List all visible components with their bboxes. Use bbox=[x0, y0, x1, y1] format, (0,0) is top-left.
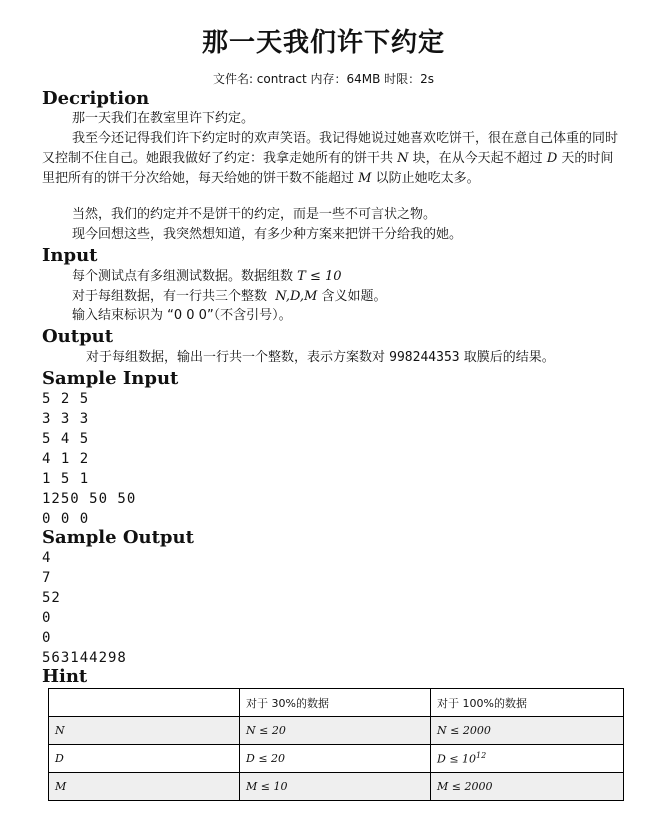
hint-cell: N ≤ 20 bbox=[240, 717, 431, 745]
sample-output-line: 563144298 bbox=[42, 650, 127, 666]
sample-input-heading: Sample Input bbox=[42, 368, 179, 389]
description-text: 天的时间里把所有的饼干分次给她，每天给她的饼干数不能超过 bbox=[42, 151, 614, 186]
sample-input-line: 5 4 5 bbox=[42, 431, 90, 447]
sample-input-line: 4 1 2 bbox=[42, 451, 90, 467]
variable-d: D bbox=[546, 151, 558, 166]
problem-meta: 文件名: contract 内存：64MB 时限：2s bbox=[212, 72, 435, 86]
sample-input-line: 1250 50 50 bbox=[42, 491, 137, 507]
sample-input-line: 1 5 1 bbox=[42, 471, 90, 487]
hint-cell: N bbox=[49, 717, 240, 745]
description-paragraph-2 bbox=[42, 129, 622, 189]
hint-header-cell: 对于 30%的数据 bbox=[240, 689, 431, 717]
page-title: 那一天我们许下约定 bbox=[201, 28, 445, 58]
output-text: 对于每组数据，输出一行共一个整数，表示方案数对 bbox=[86, 350, 386, 365]
variable-n: N bbox=[397, 151, 409, 166]
hint-cell bbox=[431, 745, 624, 773]
hint-cell: D bbox=[49, 745, 240, 773]
input-text: 含义如题。 bbox=[321, 289, 387, 304]
input-line-1 bbox=[42, 267, 622, 287]
sample-output-line: 4 bbox=[42, 550, 52, 566]
variable-m: M bbox=[358, 171, 372, 186]
sample-input-line: 5 2 5 bbox=[42, 391, 90, 407]
description-paragraph-4: 现今回想这些，我突然想知道，有多少种方案来把饼干分给我的她。 bbox=[72, 227, 463, 242]
hint-table-row bbox=[49, 745, 624, 773]
input-line-2 bbox=[42, 287, 622, 307]
sample-output-heading: Sample Output bbox=[42, 527, 194, 548]
hint-table bbox=[48, 688, 624, 801]
modulus-value: 998244353 bbox=[389, 350, 460, 365]
hint-cell: M ≤ 2000 bbox=[431, 773, 624, 801]
sample-output-line: 0 bbox=[42, 630, 52, 646]
hint-table-row bbox=[49, 773, 624, 801]
exponent: 12 bbox=[476, 751, 487, 761]
math-ndm: N,D,M bbox=[275, 289, 318, 304]
output-line-1 bbox=[86, 348, 626, 368]
hint-cell: M bbox=[49, 773, 240, 801]
output-text: 取膜后的结果。 bbox=[463, 350, 555, 365]
hint-cell: N ≤ 2000 bbox=[431, 717, 624, 745]
input-text: 对于每组数据，有一行共三个整数 bbox=[72, 289, 268, 304]
hint-heading: Hint bbox=[42, 666, 88, 687]
sample-input-line: 3 3 3 bbox=[42, 411, 90, 427]
hint-table-header-row bbox=[49, 689, 624, 717]
math-t-bound: T ≤ 10 bbox=[297, 269, 342, 284]
hint-table-row bbox=[49, 717, 624, 745]
description-paragraph-1: 那一天我们在教室里许下约定。 bbox=[72, 111, 255, 126]
description-text: 以防止她吃太多。 bbox=[375, 171, 480, 186]
hint-cell: D ≤ 20 bbox=[240, 745, 431, 773]
description-paragraph-3: 当然，我们的约定并不是饼干的约定，而是一些不可言状之物。 bbox=[72, 207, 437, 222]
input-heading: Input bbox=[42, 245, 98, 266]
description-text: 我至今还记得我们许下约定时的欢声笑语。我记得她说过她喜欢吃饼干，很在意自己体重的同时又控制不住自己。她跟我做好了约定：我拿走她所有的饼干共 bbox=[42, 131, 619, 166]
output-heading: Output bbox=[42, 326, 114, 347]
sample-input-line: 0 0 0 bbox=[42, 511, 90, 527]
description-heading: Decription bbox=[42, 88, 150, 109]
sample-output-block bbox=[42, 548, 127, 668]
sample-output-line: 7 bbox=[42, 570, 52, 586]
sample-output-line: 52 bbox=[42, 590, 61, 606]
hint-header-cell bbox=[49, 689, 240, 717]
hint-header-cell: 对于 100%的数据 bbox=[431, 689, 624, 717]
sample-input-block bbox=[42, 389, 136, 529]
input-line-3: 输入结束标识为 “0 0 0”（不含引号）。 bbox=[72, 308, 292, 323]
input-text: 每个测试点有多组测试数据。数据组数 bbox=[72, 269, 294, 284]
sample-output-line: 0 bbox=[42, 610, 52, 626]
description-text: 块，在从今天起不超过 bbox=[412, 151, 543, 166]
hint-cell-text: D ≤ 10 bbox=[437, 752, 477, 766]
hint-cell: M ≤ 10 bbox=[240, 773, 431, 801]
